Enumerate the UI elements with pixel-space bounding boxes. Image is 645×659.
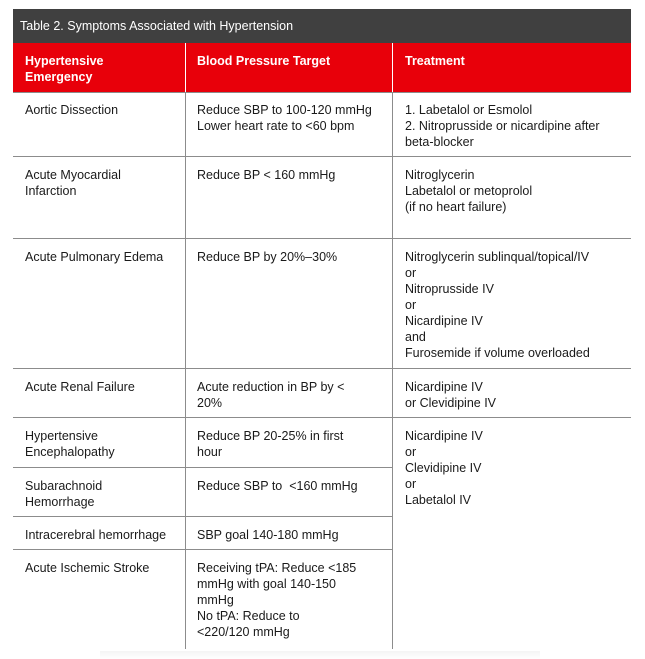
header-hypertensive-emergency	[25, 43, 185, 92]
cell-line: (if no heart failure)	[405, 200, 507, 214]
cell-condition	[25, 517, 185, 543]
cell-line: or	[405, 298, 417, 312]
cell-line: Acute Myocardial	[25, 168, 121, 182]
cell-line: Encephalopathy	[25, 445, 115, 459]
cell-line: <220/120 mmHg	[197, 625, 290, 639]
cell-target	[197, 157, 387, 183]
cell-line: Nitroglycerin sublinqual/topical/IV	[405, 250, 590, 264]
cell-target	[197, 517, 387, 543]
cell-treatment	[405, 369, 627, 411]
cell-treatment	[405, 239, 627, 361]
cell-line: or	[405, 445, 417, 459]
cell-target	[197, 92, 387, 134]
cell-line: Aortic Dissection	[25, 103, 119, 117]
header-divider	[185, 43, 186, 92]
header-line: Emergency	[25, 70, 93, 84]
cell-line: Infarction	[25, 184, 77, 198]
cell-target	[197, 239, 387, 265]
cell-line: Hemorrhage	[25, 495, 95, 509]
header-divider	[392, 43, 393, 92]
cell-line: Reduce BP < 160 mmHg	[197, 168, 336, 182]
cell-target	[197, 418, 387, 460]
cell-line: and	[405, 330, 426, 344]
cell-condition	[25, 157, 180, 199]
cell-line: mmHg with goal 140-150	[197, 577, 336, 591]
cell-line: 1. Labetalol or Esmolol	[405, 103, 533, 117]
cell-condition	[25, 92, 180, 118]
cell-line: Labetalol or metoprolol	[405, 184, 533, 198]
column-divider	[185, 92, 186, 649]
cell-line: Receiving tPA: Reduce <185	[197, 561, 357, 575]
cell-treatment	[405, 92, 627, 150]
table-caption: Table 2. Symptoms Associated with Hypertension	[13, 9, 631, 43]
cell-line: or	[405, 477, 417, 491]
cell-line: Reduce SBP to 100-120 mmHg	[197, 103, 372, 117]
cell-condition	[25, 550, 180, 576]
cell-condition	[25, 418, 180, 460]
cell-line: mmHg	[197, 593, 234, 607]
cell-line: Lower heart rate to <60 bpm	[197, 119, 355, 133]
header-treatment: Treatment	[405, 54, 465, 68]
cell-line: Nitroprusside IV	[405, 282, 494, 296]
cell-line: Nicardipine IV	[405, 314, 483, 328]
cell-line: Hypertensive	[25, 429, 98, 443]
cell-line: Nitroglycerin	[405, 168, 475, 182]
cell-line: Acute reduction in BP by <	[197, 380, 345, 394]
cell-condition	[25, 468, 180, 510]
cell-line: Acute Pulmonary Edema	[25, 250, 164, 264]
cell-line: Subarachnoid	[25, 479, 103, 493]
cell-line: hour	[197, 445, 223, 459]
cell-condition	[25, 239, 180, 265]
cell-line: Reduce BP by 20%–30%	[197, 250, 338, 264]
page-shadow	[100, 651, 540, 659]
table-body	[13, 92, 631, 649]
header-line: Hypertensive	[25, 54, 104, 68]
table-header-row	[13, 43, 631, 92]
cell-treatment-shared	[405, 418, 627, 508]
cell-line: or Clevidipine IV	[405, 396, 497, 410]
cell-line: 2. Nitroprusside or nicardipine after	[405, 119, 600, 133]
cell-line: beta-blocker	[405, 135, 474, 149]
cell-line: Furosemide if volume overloaded	[405, 346, 590, 360]
cell-line: Acute Ischemic Stroke	[25, 561, 150, 575]
cell-line: Nicardipine IV	[405, 429, 483, 443]
cell-line: SBP goal 140-180 mmHg	[197, 528, 339, 542]
cell-condition	[25, 369, 180, 395]
cell-line: Intracerebral hemorrhage	[25, 528, 167, 542]
header-bp-target: Blood Pressure Target	[197, 54, 331, 68]
cell-line: Reduce BP 20-25% in first	[197, 429, 344, 443]
cell-line: Nicardipine IV	[405, 380, 483, 394]
cell-line: or	[405, 266, 417, 280]
cell-line: Labetalol IV	[405, 493, 472, 507]
cell-line: Clevidipine IV	[405, 461, 482, 475]
cell-line: Reduce SBP to <160 mmHg	[197, 479, 358, 493]
cell-target	[197, 550, 387, 640]
cell-target	[197, 468, 387, 494]
cell-target	[197, 369, 387, 411]
cell-treatment	[405, 157, 627, 215]
cell-line: No tPA: Reduce to	[197, 609, 300, 623]
column-divider	[392, 92, 393, 649]
cell-line: Acute Renal Failure	[25, 380, 135, 394]
cell-line: 20%	[197, 396, 223, 410]
